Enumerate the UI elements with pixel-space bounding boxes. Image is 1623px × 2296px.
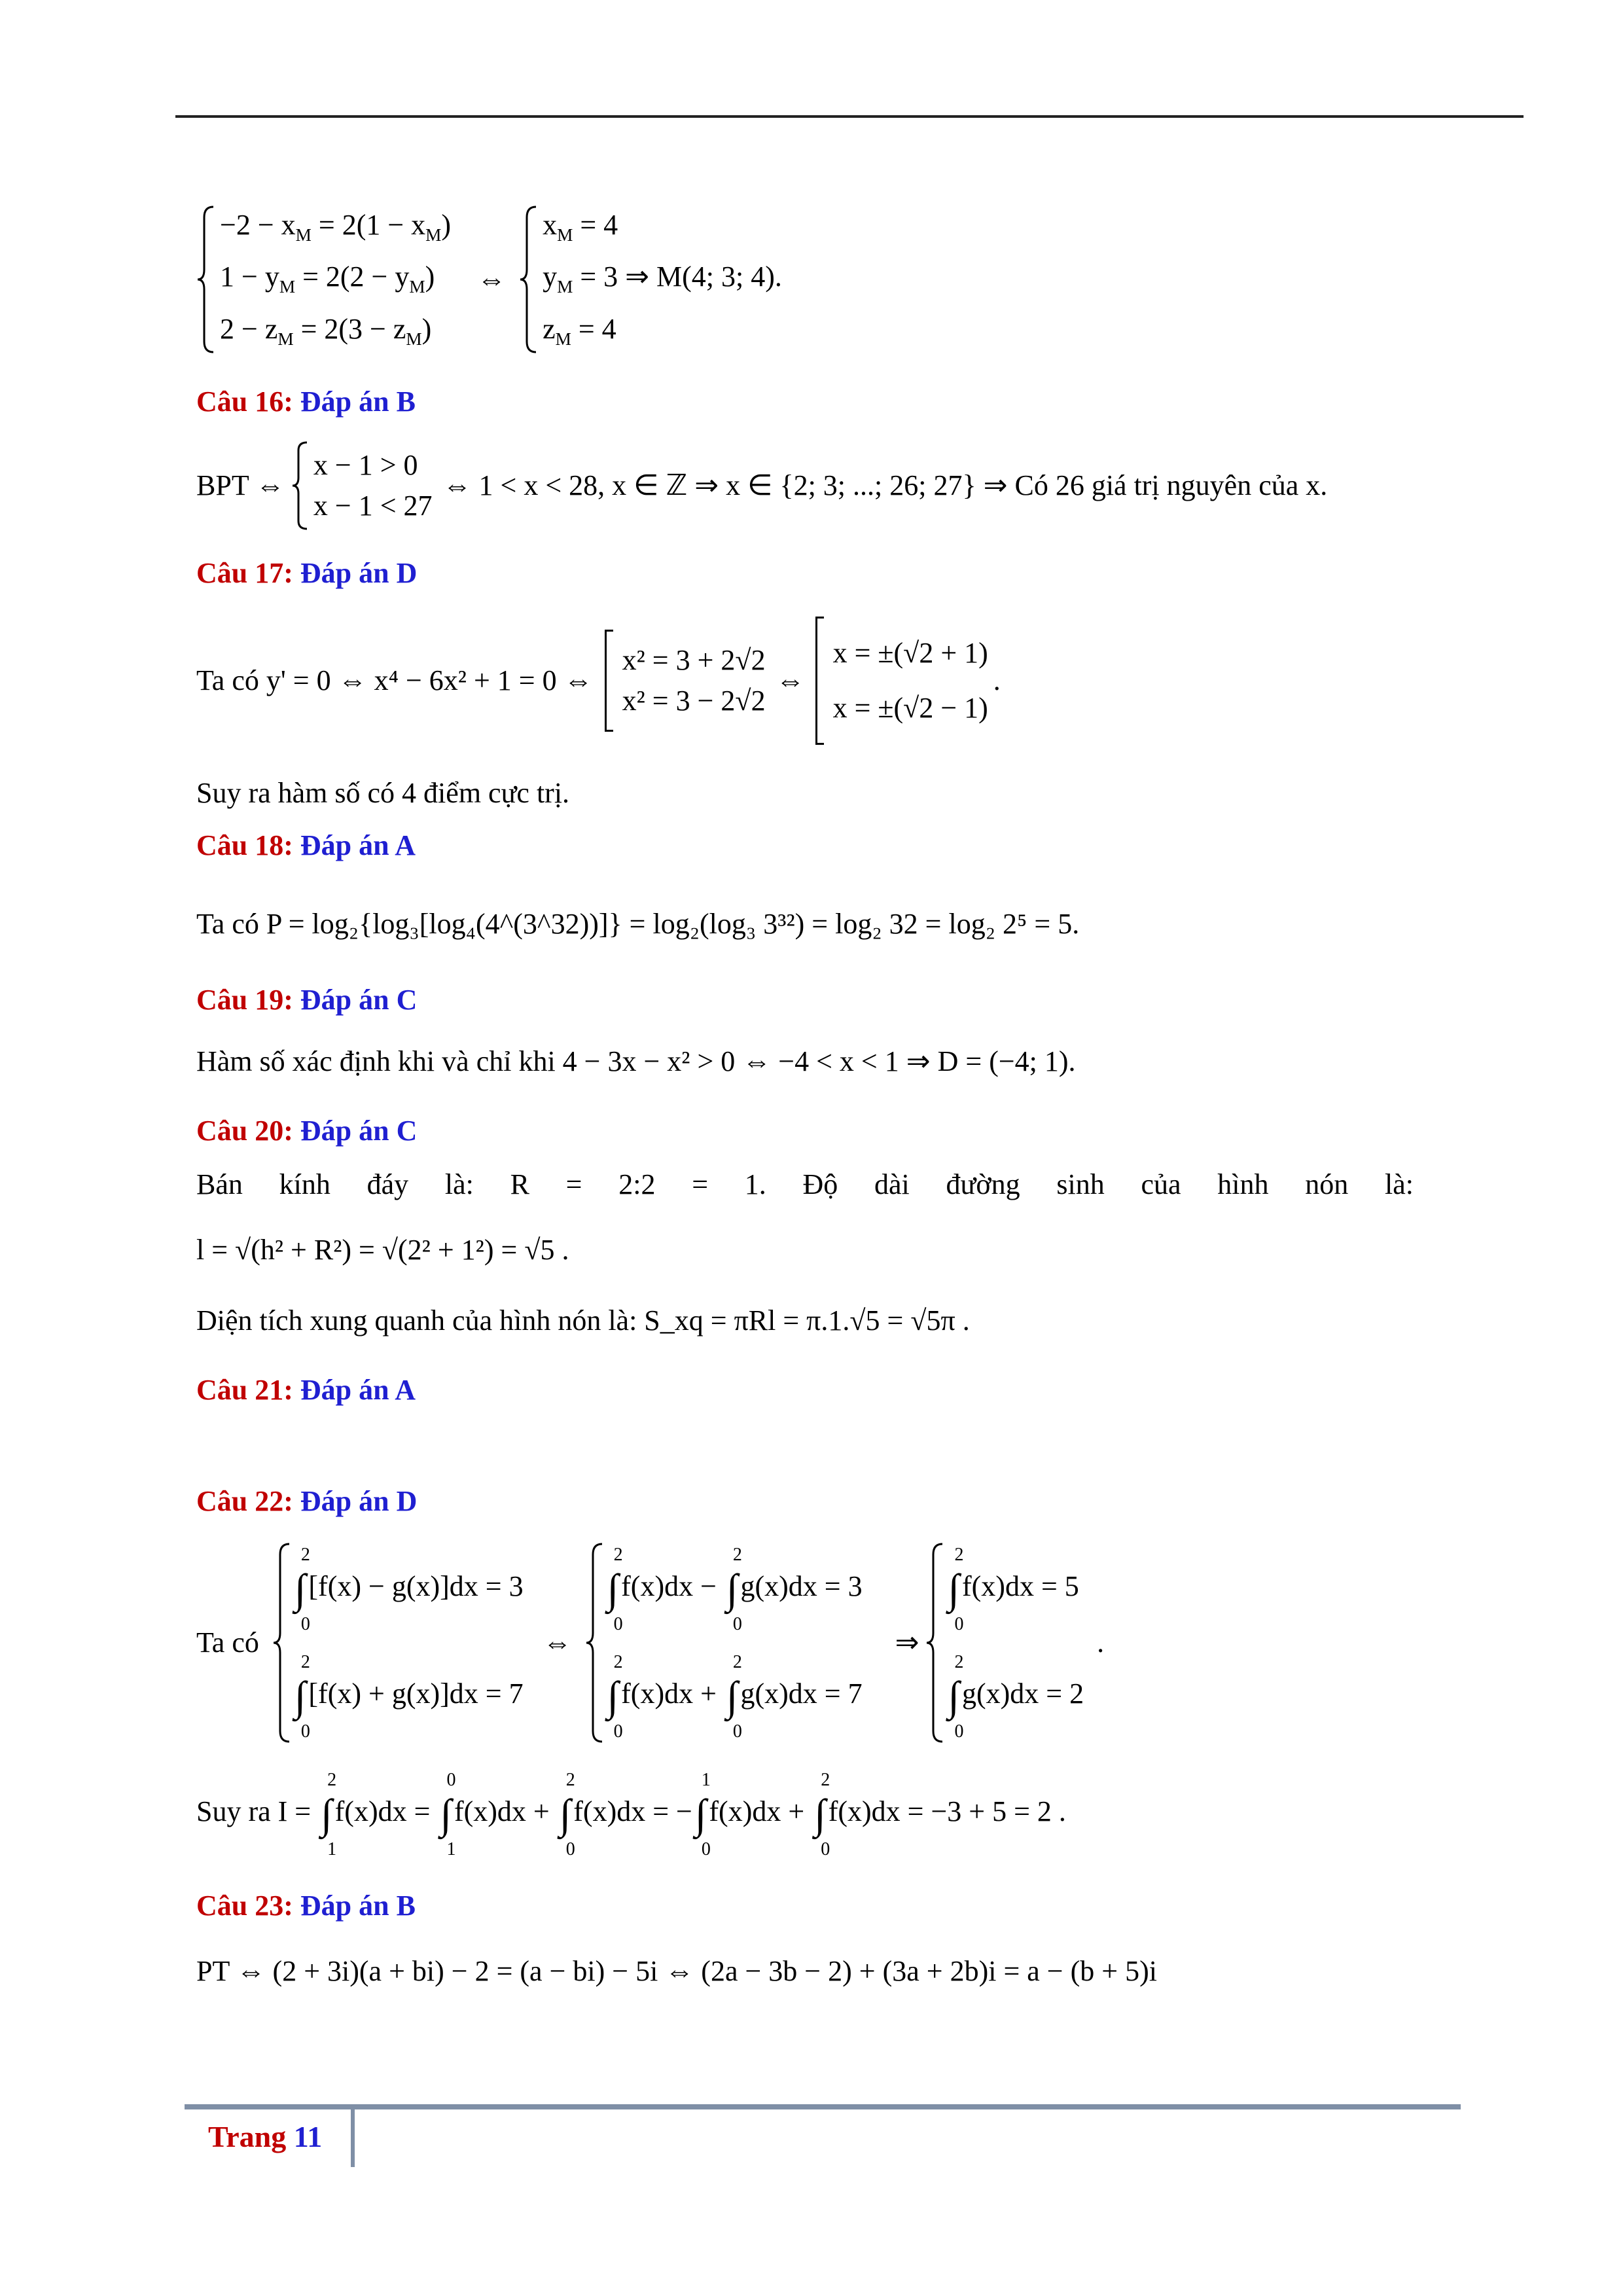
page-number: Trang 11 (208, 2120, 323, 2153)
q22-sys1-eq1: ∫ 2 0 [f(x) − g(x)]dx = 3 (294, 1545, 524, 1634)
q16-brace (291, 440, 310, 531)
q22-heading: Câu 22: Đáp án D (196, 1485, 418, 1517)
eq-x: $-2 - x_M = 2(1 - x_M)$ (220, 209, 452, 245)
right-brace (519, 204, 539, 355)
q16-cond-1: x − 1 > 0 (313, 449, 418, 481)
q23-solution: PT ⇔ (2 + 3i)(a + bi) − 2 = (a − bi) − 5i ⇔ (2a − 3b − 2) + (3a + 2b)i = a − (b + 5)i (196, 1955, 1157, 1987)
q22-brace-2 (585, 1541, 605, 1744)
q22-sys2-eq2: ∫ 2 0 f(x)dx + ∫ 2 0 g(x)dx = 7 (607, 1652, 863, 1742)
q16-solution: BPT ⇔ x − 1 > 0 x − 1 < 27 ⇔ 1 < x < 28, x ∈ ℤ ⇒ x ∈ {2; 3; ...; 26; 27} ⇒ Có 26 giá trị nguyên của x. (196, 440, 1327, 531)
q17-end: . (993, 664, 1001, 696)
q17-conclusion: Suy ra hàm số có 4 điểm cực trị. (196, 777, 570, 809)
q17-root-2: x = ±(√2 − 1) (832, 692, 988, 724)
q17-equiv: ⇔ (776, 664, 805, 696)
q22-equiv: ⇔ (543, 1626, 572, 1659)
system-m (196, 204, 782, 360)
q22-sys2-eq1: ∫ 2 0 f(x)dx − ∫ 2 0 g(x)dx = 3 (607, 1545, 863, 1634)
q17-heading: Câu 17: Đáp án D (196, 557, 418, 589)
q20-line-2: l = √(h² + R²) = √(2² + 1²) = √5 . (196, 1234, 569, 1266)
q22-implies: ⇒ (895, 1626, 919, 1659)
q23-heading: Câu 23: Đáp án B (196, 1890, 416, 1922)
left-brace (196, 204, 216, 355)
q18-heading: Câu 18: Đáp án A (196, 829, 416, 861)
q16-heading: Câu 16: Đáp án B (196, 386, 416, 418)
res-y: $y_M = 3$ ⇒ M(4; 3; 4). (543, 260, 782, 297)
q22-brace-1 (272, 1541, 292, 1744)
q22-sys3-eq2: ∫ 2 0 g(x)dx = 2 (948, 1652, 1084, 1742)
footer-divider (351, 2107, 355, 2167)
q16-result: ⇔ 1 < x < 28, x ∈ ℤ ⇒ x ∈ {2; 3; ...; 26; 27} ⇒ Có 26 giá trị nguyên của x. (442, 469, 1328, 501)
eq-z: $2 - z_M = 2(3 - z_M)$ (220, 312, 432, 349)
q19-solution: Hàm số xác định khi và chỉ khi 4 − 3x − x² > 0 ⇔ −4 < x < 1 ⇒ D = (−4; 1). (196, 1045, 1076, 1077)
q22-conclusion: Suy ra I = ∫ 2 1 f(x)dx = ∫ 0 1 f(x)dx + ∫ 2 0 f(x)dx = −∫ 1 0 f(x)dx + ∫ 2 0 f(x)dx = −3 + 5 = 2 . (196, 1770, 1066, 1859)
res-z: $z_M = 4$ (543, 312, 616, 349)
q17-case-1: x² = 3 + 2√2 (622, 644, 766, 676)
q20-heading: Câu 20: Đáp án C (196, 1115, 418, 1147)
q22-sys1-eq2: ∫ 2 0 [f(x) + g(x)]dx = 7 (294, 1652, 524, 1742)
q22-end: . (1097, 1626, 1105, 1659)
q20-line-1: Bán kính đáy là: R = 2:2 = 1. Độ dài đường sinh của hình nón là: (196, 1168, 1414, 1200)
q20-line-3: Diện tích xung quanh của hình nón là: S_xq = πRl = π.1.√5 = √5π . (196, 1304, 970, 1336)
q16-cond-2: x − 1 < 27 (313, 490, 433, 522)
footer-rule (185, 2104, 1461, 2109)
q18-solution: Ta có P = log₂{log₃[log₄(4^(3^32))]} = log₂(log₃ 3³²) = log₂ 32 = log₂ 2⁵ = 5. (196, 908, 1080, 940)
q17-bracket-2 (815, 617, 824, 745)
q22-sys3-eq1: ∫ 2 0 f(x)dx = 5 (948, 1545, 1079, 1634)
q22-brace-3 (925, 1541, 945, 1744)
q17-case-2: x² = 3 − 2√2 (622, 685, 766, 717)
q17-bracket-1 (605, 630, 613, 732)
q17-solution: Ta có y' = 0 ⇔ x⁴ − 6x² + 1 = 0 ⇔ x² = 3 + 2√2 x² = 3 − 2√2 ⇔ x = ±(√2 + 1) x = ±(√2 − 1) . (196, 615, 1001, 746)
equiv-arrow: ⇔ (477, 263, 507, 295)
eq-y: $1 - y_M = 2(2 - y_M)$ (220, 260, 435, 297)
q21-heading: Câu 21: Đáp án A (196, 1374, 416, 1406)
q17-root-1: x = ±(√2 + 1) (832, 637, 988, 669)
q22-system: Ta có ∫ 2 0 [f(x) − g(x)]dx = 3 ∫ 2 0 [f(x) + g(x)]dx = 7 ⇔ ∫ 2 0 f(x)dx − ∫ 2 0 g(x)dx = 3 ∫ 2 0 f(x)dx + ∫ 2 0 g(x)dx = 7 ⇒ ∫ 2 0 f(x)dx = 5 ∫ 2 0 g(x)dx = 2 . (196, 1538, 1104, 1748)
res-x: $x_M = 4$ (543, 209, 618, 245)
q19-heading: Câu 19: Đáp án C (196, 984, 418, 1016)
header-rule (175, 115, 1524, 118)
